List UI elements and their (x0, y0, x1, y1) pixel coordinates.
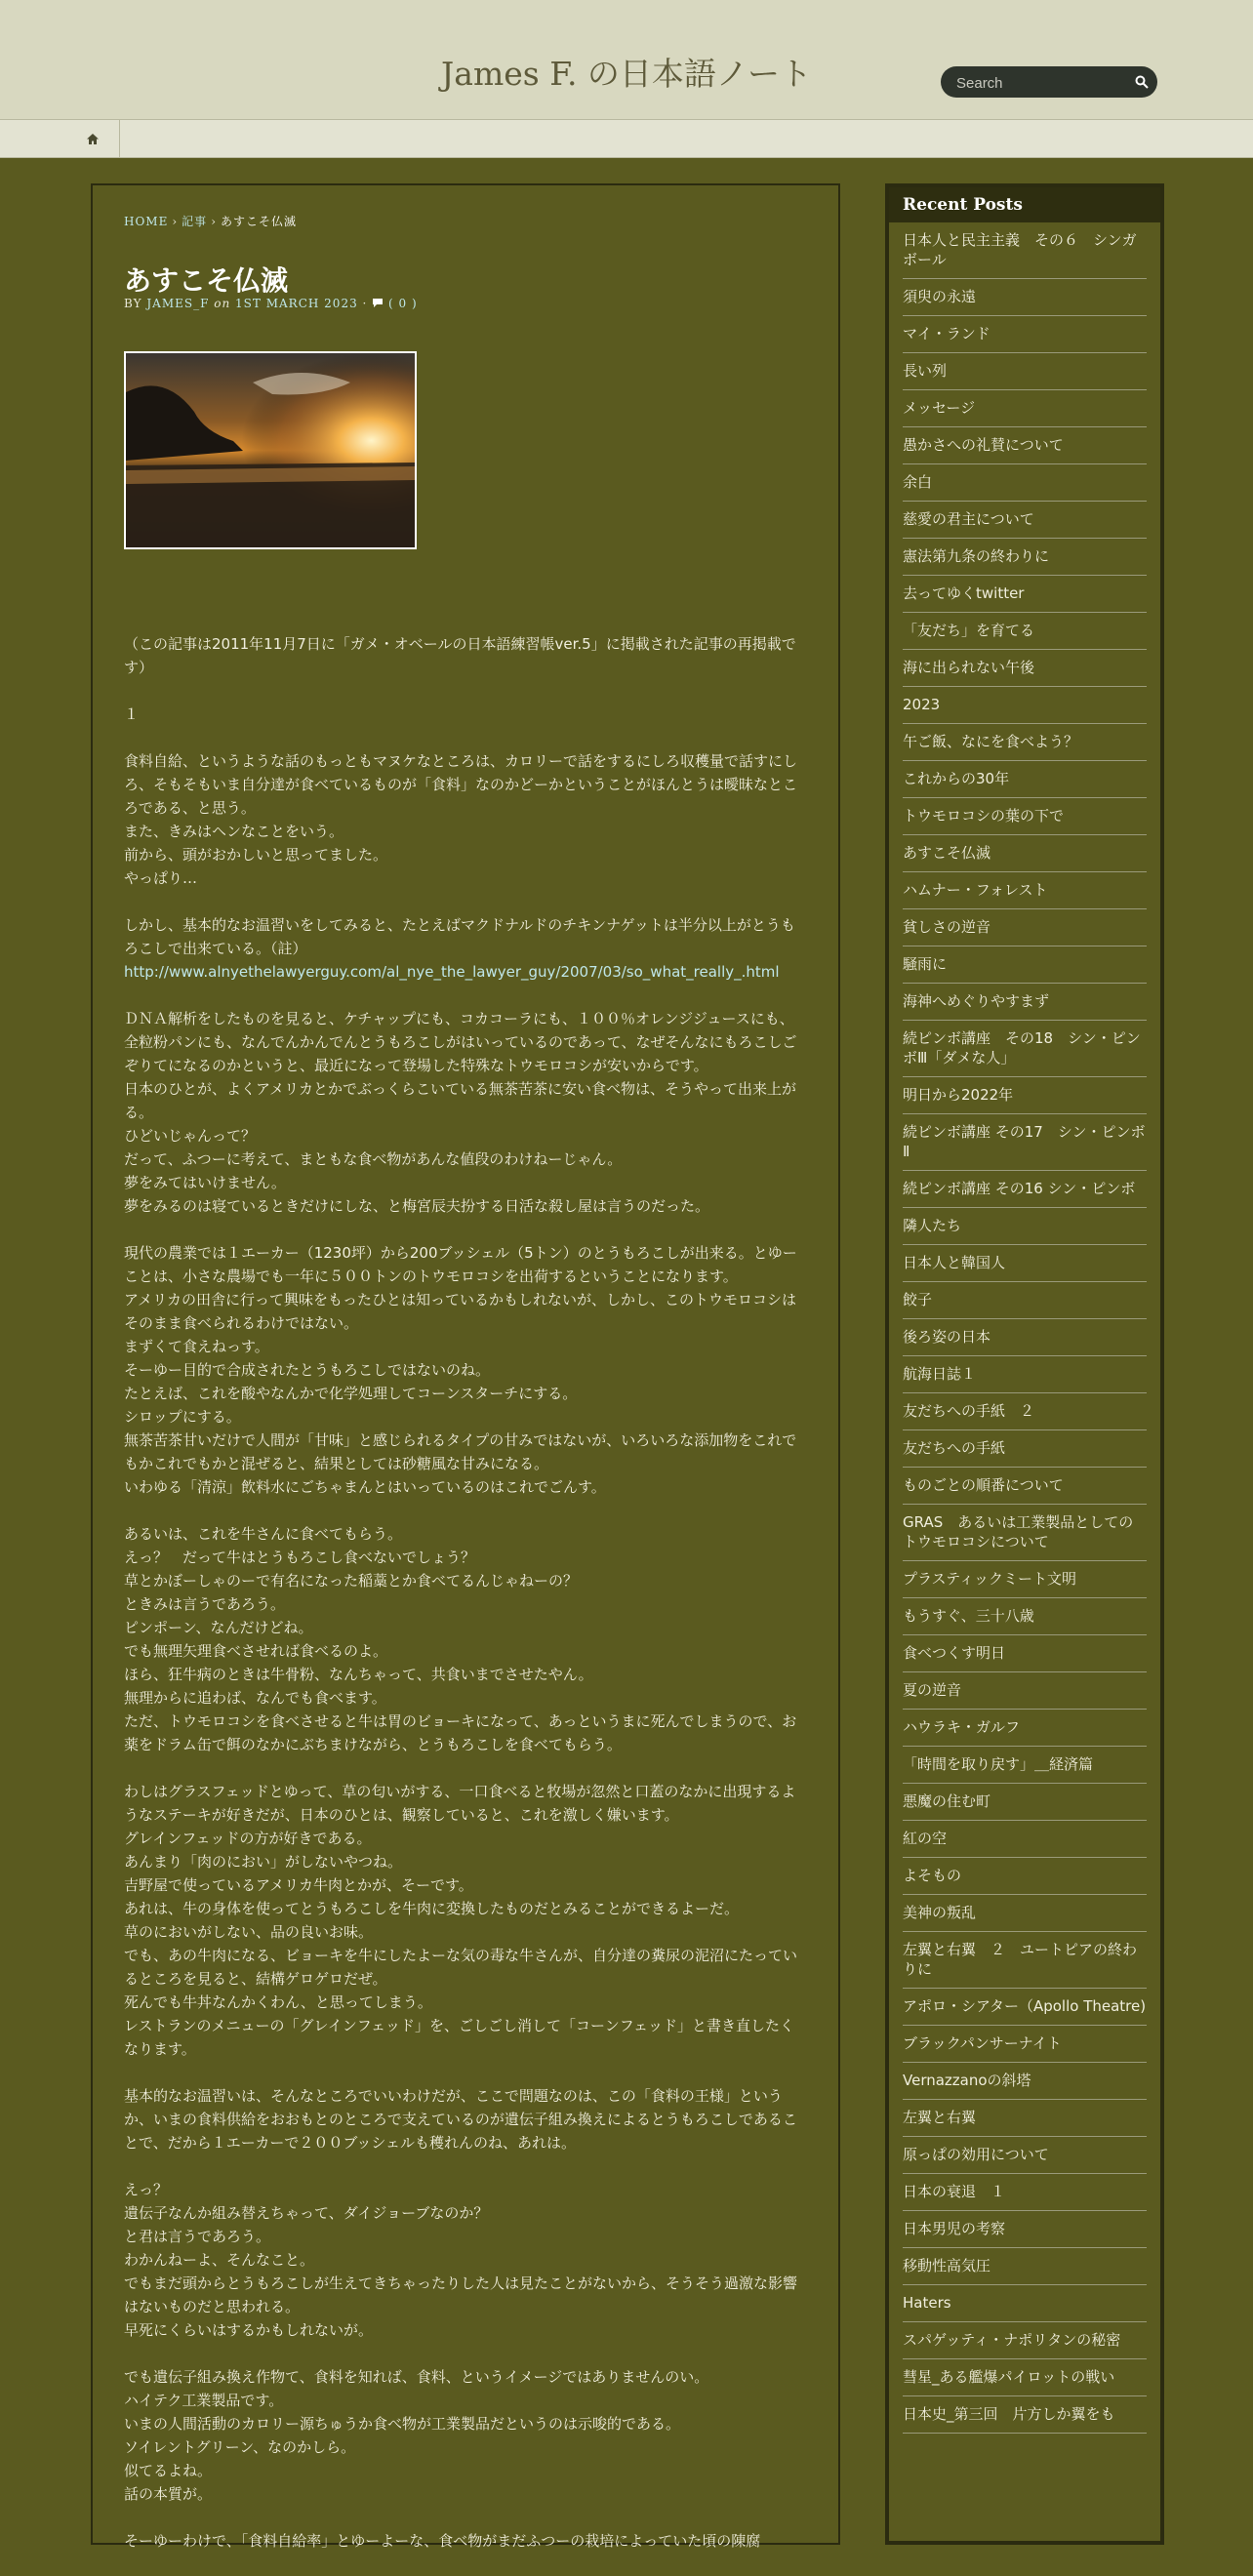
recent-post-link[interactable]: プラスティックミート文明 (903, 1570, 1077, 1588)
paragraph: わしはグラスフェッドとゆって、草の匂いがする、一口食べると牧場が忽然と口蓋のなかに出現するようなステーキが好きだが、日本のひとは、観察していると、これを激しく嫌います。 グレインフェッドの方が好きである。 あんまり「肉のにおい」がしないやつね。 吉野屋で使っているアメリカ牛肉とかが、そーです。 あれは、牛の身体を使ってとうもろこしを牛肉に変換したものだとみることができるよーだ。 草のにおいがしない、品の良いお味。 でも、あの牛肉になる、ビョーキを牛にしたよーな気の毒な牛さんが、自分達の糞尿の泥沼にたっているところを見ると、結構ゲロゲロだぜ。 死んでも牛丼なんかくわん、と思ってしまう。 レストランのメニューの「グレインフェッド」を、ごしごし消して「コーンフェッド」と書き直したくなります。 (124, 1783, 798, 2058)
recent-post-link[interactable]: 紅の空 (903, 1830, 948, 1847)
note-link[interactable]: http://www.alnyethelawyerguy.com/al_nye_the_lawyer_guy/2007/03/so_what_really_.html (124, 963, 780, 981)
list-item (903, 427, 1147, 464)
recent-posts-list (889, 222, 1160, 2434)
list-item (903, 539, 1147, 576)
paragraph: ＤＮＡ解析をしたものを見ると、ケチャップにも、コカコーラにも、１００％オレンジジュースにも、全粒粉パンにも、なんでんかんでんとうもろこしがはいっているのであって、なぜそんなにもろこしごぞりてになるのかというと、最近になって登場した特殊なトウモロコシが安いからです。 日本のひとが、よくアメリカとかでぶっくらこいている無茶苦茶に安い食べ物は、そうやって出来上がる。 ひどいじゃんって？ だって、ふつーに考えて、まともな食べ物があんな値段のわけねーじゃん。 夢をみてはいけません。 夢をみるのは寝ているときだけにしな、と梅宮辰夫扮する日活な殺し屋は言うのだった。 (124, 1010, 797, 1215)
recent-post-link[interactable]: Vernazzanoの斜塔 (903, 2072, 1031, 2089)
list-item (903, 316, 1147, 353)
recent-post-link[interactable]: 海神へめぐりやすまず (903, 992, 1050, 1010)
list-item (903, 1171, 1147, 1208)
list-item (903, 946, 1147, 984)
list-item (903, 650, 1147, 687)
list-item (903, 1635, 1147, 1672)
recent-post-link[interactable]: 友だちへの手紙 (903, 1439, 1006, 1457)
list-item (903, 1895, 1147, 1932)
recent-post-link[interactable]: 美神の叛乱 (903, 1904, 977, 1921)
recent-post-link[interactable]: これからの30年 (903, 770, 1010, 787)
list-item (903, 502, 1147, 539)
list-item (903, 687, 1147, 724)
list-item (903, 1821, 1147, 1858)
post-body (124, 632, 807, 2576)
list-item (903, 1598, 1147, 1635)
recent-post-link[interactable]: もうすぐ、三十八歳 (903, 1607, 1034, 1625)
list-item (903, 2396, 1147, 2434)
list-item (903, 761, 1147, 798)
nav-bar (0, 119, 1253, 158)
recent-post-link[interactable]: 彗星_ある艦爆パイロットの戦い (903, 2368, 1115, 2386)
recent-post-link[interactable]: 午ご飯、なにを食べよう？ (903, 733, 1079, 750)
search-box (941, 66, 1157, 98)
recent-post-link[interactable]: よそもの (903, 1867, 962, 1884)
list-item (903, 1114, 1147, 1171)
recent-post-link[interactable]: 余白 (903, 473, 933, 491)
recent-post-link[interactable]: 左翼と右翼 ２ ユートピアの終わりに (903, 1941, 1138, 1978)
list-item (903, 724, 1147, 761)
search-input[interactable] (954, 66, 1124, 100)
sunset-landscape-image (126, 353, 415, 547)
list-item (903, 2026, 1147, 2063)
list-item (903, 798, 1147, 835)
search-icon (1135, 75, 1149, 89)
recent-post-link[interactable]: 食べつくす明日 (903, 1644, 1006, 1662)
recent-post-link[interactable]: 須臾の永遠 (903, 288, 977, 305)
comment-icon (372, 298, 384, 308)
nav-home-button[interactable] (66, 120, 120, 157)
recent-post-link[interactable]: 原っぱの効用について (903, 2146, 1049, 2163)
list-item (903, 909, 1147, 946)
list-item (903, 1077, 1147, 1114)
recent-post-link[interactable]: 日本人と韓国人 (903, 1254, 1006, 1271)
list-item (903, 1858, 1147, 1895)
list-item (903, 1393, 1147, 1430)
paragraph: １ (124, 705, 140, 723)
site-header (0, 0, 1253, 119)
post-meta (124, 297, 418, 310)
list-item (903, 2100, 1147, 2137)
recent-post-link[interactable]: 続ピンボ講座 その17 シン・ピンボⅡ (903, 1123, 1146, 1160)
list-item (903, 1430, 1147, 1468)
list-item (903, 1021, 1147, 1077)
paragraph-with-link (124, 913, 807, 984)
recent-post-link[interactable]: 「友だち」を育てる (903, 622, 1035, 639)
list-item (903, 872, 1147, 909)
list-item (903, 1672, 1147, 1710)
list-item (903, 464, 1147, 502)
list-item (903, 576, 1147, 613)
list-item (903, 2174, 1147, 2211)
recent-post-link[interactable]: あすこそ仏滅 (903, 844, 991, 862)
paragraph: でも遺伝子組み換え作物て、食料を知れば、食料、というイメージではありませんのい。 ハイテク工業製品です。 いまの人間活動のカロリー源ちゅうか食べ物が工業製品だというのは示唆的である。 ソイレントグリーン、なのかしら。 似てるよね。 話の本質が。 (124, 2368, 709, 2503)
list-item (903, 2359, 1147, 2396)
recent-post-link[interactable]: 移動性高気圧 (903, 2257, 991, 2274)
recent-post-link[interactable]: 悪魔の住む町 (903, 1792, 991, 1810)
list-item (903, 1989, 1147, 2026)
list-item (903, 984, 1147, 1021)
list-item (903, 2285, 1147, 2322)
recent-post-link[interactable]: トウモロコシの葉の下で (903, 807, 1065, 825)
paragraph: 現代の農業では１エーカー（1230坪）から200ブッシェル（5トン）のとうもろこしが出来る。とゆーことは、小さな農場でも一年に５００トンのトウモロコシを出荷するということになります。 アメリカの田舎に行って興味をもったひとは知っているかもしれないが、しかし、このトウモロコシはそのまま食べられるわけではない。 まずくて食えねっす。 そーゆー目的で合成されたとうもろこしではないのね。 たとえば、これを酸やなんかで化学処理してコーンスターチにする。 シロップにする。 無茶苦茶甘いだけで人間が「甘味」と感じられるタイプの甘みではないが、いろいろな添加物をこれでもかこれでもかと混ぜると、結果としては砂糖風な甘みになる。 いわゆる「清涼」飲料水にごちゃまんとはいっているのはこれでごんす。 (124, 1244, 797, 1496)
post-content (91, 183, 840, 2550)
recent-post-link[interactable]: 明日から2022年 (903, 1086, 1014, 1104)
list-item (903, 1356, 1147, 1393)
recent-post-link[interactable]: 餃子 (903, 1291, 933, 1308)
recent-post-link[interactable]: 日本の衰退 １ (903, 2183, 1006, 2200)
recent-post-link[interactable]: 貧しさの逆音 (903, 918, 991, 936)
featured-image[interactable] (124, 351, 417, 549)
list-item (903, 1282, 1147, 1319)
recent-post-link[interactable]: Haters (903, 2294, 951, 2312)
breadcrumb-home-link[interactable]: HOME (124, 215, 169, 228)
search-button[interactable] (1130, 70, 1153, 94)
list-item (903, 353, 1147, 390)
list-item (903, 222, 1147, 279)
list-item (903, 1245, 1147, 1282)
list-item (903, 835, 1147, 872)
list-item (903, 2322, 1147, 2359)
recent-post-link[interactable]: GRAS あるいは工業製品としてのトウモロコシについて (903, 1513, 1134, 1550)
sidebar-heading: Recent Posts (889, 187, 1160, 222)
recent-post-link[interactable]: 隣人たち (903, 1217, 962, 1234)
paragraph: 基本的なお温習いは、そんなところでいいわけだが、ここで問題なのは、この「食料の王様」というか、いまの食料供給をおおもとのところで支えているのが遺伝子組み換えによるとうもろこしであることで、だから１エーカーで２００ブッシェルも穫れんのね、あれは。 (124, 2087, 797, 2152)
meta-by: BY (124, 297, 142, 310)
date-link[interactable]: 1ST MARCH 2023 (235, 297, 358, 310)
breadcrumb-separator: › (172, 215, 179, 228)
paragraph-text: しかし、基本的なお温習いをしてみると、たとえばマクドナルドのチキンナゲットは半分以上がとうもろこしで出来ている。（註） (124, 916, 795, 957)
list-item (903, 1932, 1147, 1989)
recent-post-link[interactable]: 愚かさへの礼賛について (903, 436, 1064, 454)
recent-post-link[interactable]: 続ピンボ講座 その18 シン・ピンボⅢ「ダメな人」 (903, 1029, 1141, 1067)
list-item (903, 2211, 1147, 2248)
recent-post-link[interactable]: 友だちへの手紙 ２ (903, 1402, 1035, 1420)
recent-post-link[interactable]: 憲法第九条の終わりに (903, 547, 1050, 565)
list-item (903, 1208, 1147, 1245)
list-item (903, 2137, 1147, 2174)
recent-post-link[interactable]: 騒雨に (903, 955, 948, 973)
recent-post-link[interactable]: 長い列 (903, 362, 948, 380)
recent-post-link[interactable]: 「時間を取り戻す」＿経済篇 (903, 1755, 1094, 1773)
meta-on: on (214, 297, 231, 310)
recent-post-link[interactable]: 海に出られない午後 (903, 659, 1035, 676)
author-link[interactable]: JAMES_F (146, 297, 210, 310)
list-item (903, 613, 1147, 650)
recent-post-link[interactable]: ハウラキ・ガルフ (903, 1718, 1021, 1736)
site-title[interactable]: James F. の日本語ノート (441, 55, 812, 93)
list-item (903, 2248, 1147, 2285)
recent-post-link[interactable]: 日本男児の考察 (903, 2220, 1006, 2237)
breadcrumb-current: あすこそ仏滅 (221, 215, 298, 228)
recent-post-link[interactable]: 航海日誌１ (903, 1365, 977, 1383)
recent-post-link[interactable]: 左翼と右翼 (903, 2109, 977, 2126)
paragraph: （この記事は2011年11月7日に「ガメ・オベールの日本語練習帳ver.5」に掲載された記事の再掲載です） (124, 635, 796, 676)
home-icon (86, 133, 100, 145)
list-item (903, 279, 1147, 316)
recent-post-link[interactable]: 日本史_第三回 片方しか翼をも (903, 2405, 1115, 2423)
breadcrumb-separator: › (211, 215, 217, 228)
paragraph: そーゆーわけで、「食料自給率」とゆーよーな、食べ物がまだふつーの栽培によっていた頃の陳腐 (124, 2532, 761, 2550)
recent-post-link[interactable]: ハムナー・フォレスト (903, 881, 1048, 899)
recent-post-link[interactable]: ブラックパンサーナイト (903, 2034, 1062, 2052)
recent-post-link[interactable]: 日本人と民主主義 その６ シンガボール (903, 231, 1137, 268)
recent-post-link[interactable]: ものごとの順番について (903, 1476, 1064, 1494)
list-item (903, 1561, 1147, 1598)
recent-post-link[interactable]: アポロ・シアター（Apollo Theatre) (903, 1997, 1147, 2015)
list-item (903, 1319, 1147, 1356)
sidebar-recent-posts (885, 183, 1164, 2545)
paragraph: 食料自給、というような話のもっともマヌケなところは、カロリーで話をするにしろ収穫量で話すにしろ、そもそもいま自分達が食べているものが「食料」なのかどーかということがほんとうは曖昧なところである、と思う。 また、きみはヘンなことをいう。 前から、頭がおかしいと思ってました。 やっぱり… (124, 752, 798, 887)
list-item (903, 1784, 1147, 1821)
list-item (903, 1747, 1147, 1784)
comments-link[interactable]: ( 0 ) (388, 297, 418, 310)
recent-post-link[interactable]: メッセージ (903, 399, 976, 417)
breadcrumb-category-link[interactable]: 記事 (182, 215, 208, 228)
list-item (903, 2063, 1147, 2100)
recent-post-link[interactable]: スパゲッティ・ナポリタンの秘密 (903, 2331, 1121, 2349)
post-title: あすこそ仏滅 (124, 264, 289, 297)
list-item (903, 1710, 1147, 1747)
meta-dot: · (362, 297, 368, 310)
recent-post-link[interactable]: 夏の逆音 (903, 1681, 962, 1699)
paragraph: えっ？ 遺伝子なんか組み替えちゃって、ダイジョーブなのか？ と君は言うであろう。 わかんねーよ、そんなこと。 でもまだ頭からとうもろこしが生えてきちゃったりした人は見たことがないから、そうそう過激な影響はないものだと思われる。 早死にくらいはするかもしれないが。 (124, 2181, 798, 2339)
recent-post-link[interactable]: 去ってゆくtwitter (903, 584, 1025, 602)
paragraph: あるいは、これを牛さんに食べてもらう。 えっ？ だって牛はとうもろこし食べないでしょう？ 草とかぼーしゃのーで有名になった稲藁とか食べてるんじゃねーの？ ときみは言うであろう。 ピンポーン、なんだけどね。 でも無理矢理食べさせれば食べるのよ。 ほら、狂牛病のときは牛骨粉、なんちゃって、共食いまでさせたやん。 無理からに追わば、なんでも食べます。 ただ、トウモロコシを食べさせると牛は胃のビョーキになって、あっというまに死んでしまうので、お薬をドラム缶で餌のなかにぶちまけながら、とうもろこしを食べてもらう。 (124, 1525, 797, 1753)
recent-post-link[interactable]: 後ろ姿の日本 (903, 1328, 991, 1346)
recent-post-link[interactable]: マイ・ランド (903, 325, 990, 342)
list-item (903, 390, 1147, 427)
breadcrumb (124, 213, 297, 229)
list-item (903, 1505, 1147, 1561)
recent-post-link[interactable]: 2023 (903, 696, 941, 713)
recent-post-link[interactable]: 慈愛の君主について (903, 510, 1034, 528)
recent-post-link[interactable]: 続ピンボ講座 その16 シン・ピンボ (903, 1180, 1136, 1197)
list-item (903, 1468, 1147, 1505)
